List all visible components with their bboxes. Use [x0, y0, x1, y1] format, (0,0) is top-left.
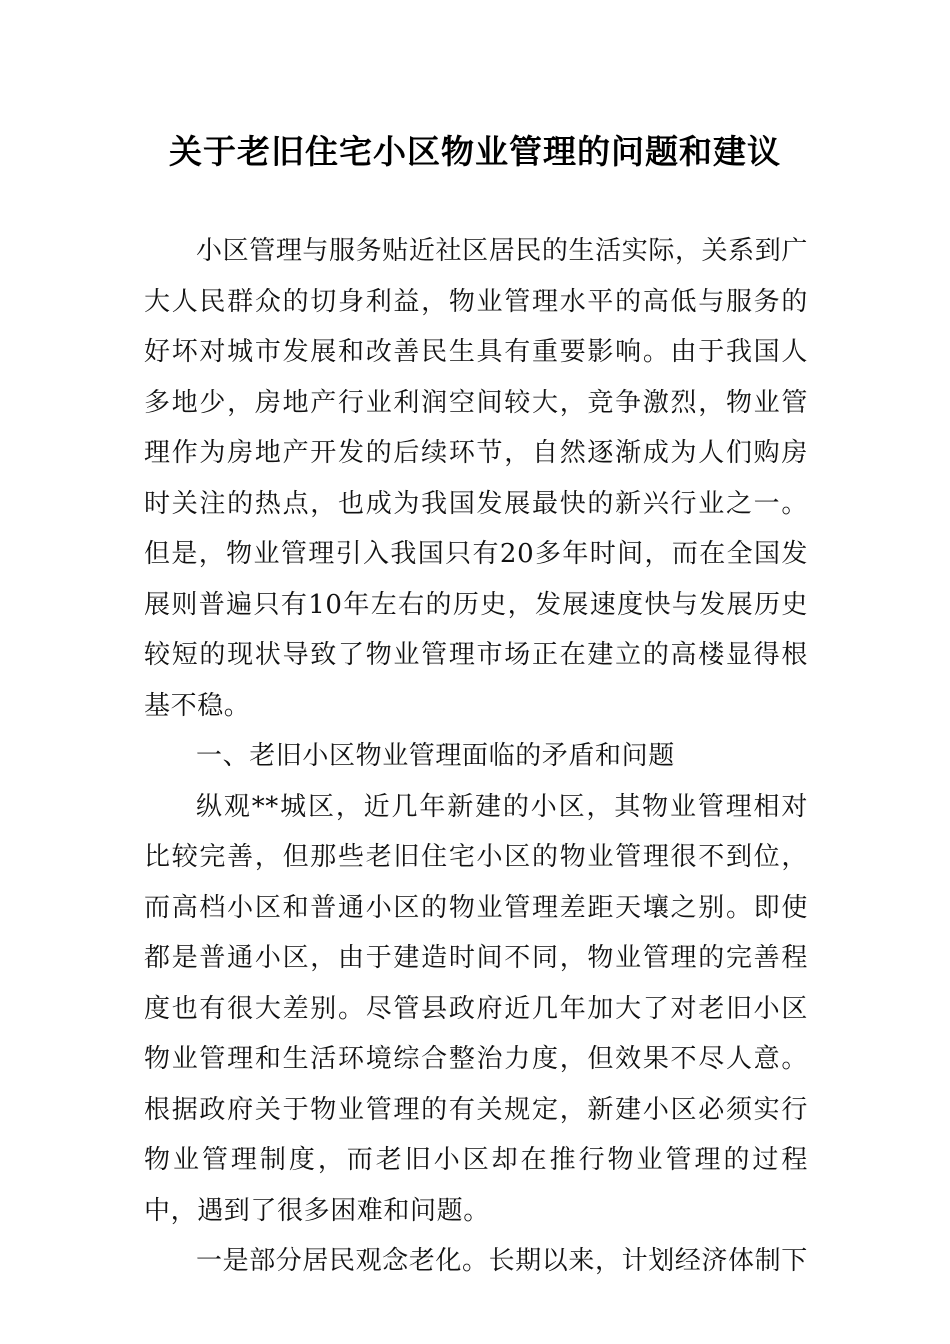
- paragraph-point-1: 一是部分居民观念老化。长期以来，计划经济体制下: [196, 1246, 808, 1276]
- document-title: 关于老旧住宅小区物业管理的问题和建议: [169, 132, 781, 171]
- paragraph-overview: 纵观**城区，近几年新建的小区，其物业管理相对比较完善，但那些老旧住宅小区的物业管理很不到位，而高档小区和普通小区的物业管理差距天壤之别。即使都是普通小区，由于建造时间不同，物业管理的完善程度也有很大差别。尽管县政府近几年加大了对老旧小区物业管理和生活环境综合整治力度，但效果不尽人意。根据政府关于物业管理的有关规定，新建小区必须实行物业管理制度，而老旧小区却在推行物业管理的过程中，遇到了很多困难和问题。: [144, 791, 808, 1226]
- paragraph-intro: 小区管理与服务贴近社区居民的生活实际，关系到广大人民群众的切身利益，物业管理水平的高低与服务的好坏对城市发展和改善民生具有重要影响。由于我国人多地少，房地产行业利润空间较大，竞争激烈，物业管理作为房地产开发的后续环节，自然逐渐成为人们购房时关注的热点，也成为我国发展最快的新兴行业之一。但是，物业管理引入我国只有20多年时间，而在全国发展则普遍只有10年左右的历史，发展速度快与发展历史较短的现状导致了物业管理市场正在建立的高楼显得根基不稳。: [144, 236, 808, 721]
- document-body: [144, 226, 808, 1287]
- section-heading-1: 一、老旧小区物业管理面临的矛盾和问题: [196, 741, 675, 771]
